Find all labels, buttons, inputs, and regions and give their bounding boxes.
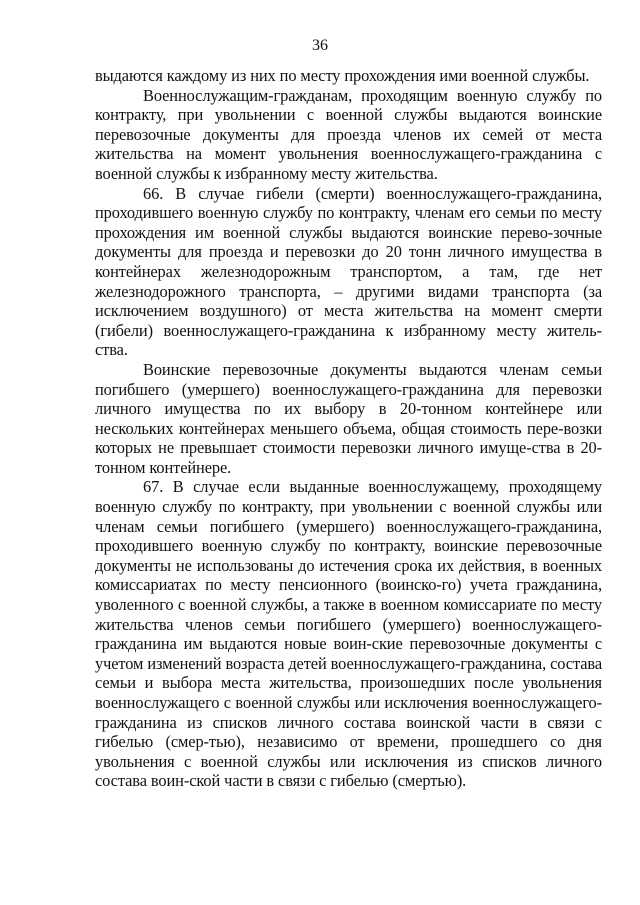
paragraph-66: 66. В случае гибели (смерти) военнослужащего-гражданина, проходившего военную службу по контракту, членам его семьи по месту прохождения им военной службы выдаются воинские перево-зочные документы для проезда и перевозки до 20 тонн личного имущества в контейнерах железнодорожным транспортом, а там, где нет железнодорожного транспорта, – другими видами транспорта (за исключением воздушного) от места жительства на момент смерти (гибели) военнослужащего-гражданина к избранному месту житель-ства. xyxy=(95,183,602,360)
paragraph-67: 67. В случае если выданные военнослужащему, проходящему военную службу по контракту, при увольнении с военной службы или членам семьи погибшего (умершего) военнослужащего-гражданина, проходившего военную службу по контракту, воинские перевозочные документы не использованы до истечения срока их действия, в военных комиссариатах по месту пенсионного (воинско-го) учета гражданина, уволенного с военной службы, а также в военном комиссариате по месту жительства членов семьи погибшего (умершего) военнослужащего-гражданина им выдаются новые воин-ские перевозочные документы с учетом изменений возраста детей военнослужащего-гражданина, состава семьи и выбора места жительства, произошедших после увольнения военнослужащего с военной службы или исключения военнослужащего-гражданина из списков личного состава воинской части в связи с гибелью (смер-тью), независимо от времени, прошедшего со дня увольнения с военной службы или исключения из списков личного состава воин-ской части в связи с гибелью (смертью). xyxy=(95,477,602,791)
paragraph-66-container: Воинские перевозочные документы выдаются членам семьи погибшего (умершего) военнослужащего-гражданина для перевозки личного имущества по их выбору в 20-тонном контейнере или нескольких контейнерах меньшего объема, общая стоимость пере-возки которых не превышает стоимости перевозки личного имуще-ства в 20-тонном контейнере. xyxy=(95,359,602,477)
paragraph-contract-dismissal: Военнослужащим-гражданам, проходящим военную службу по контракту, при увольнении с военной службы выдаются воинские перевозочные документы для проезда членов их семей от места жительства на момент увольнения военнослужащего-гражданина с военной службы к избранному месту жительства. xyxy=(95,85,602,183)
document-body xyxy=(95,66,602,791)
paragraph-continuation: выдаются каждому из них по месту прохождения ими военной службы. xyxy=(95,66,590,85)
page-number: 36 xyxy=(312,37,328,54)
